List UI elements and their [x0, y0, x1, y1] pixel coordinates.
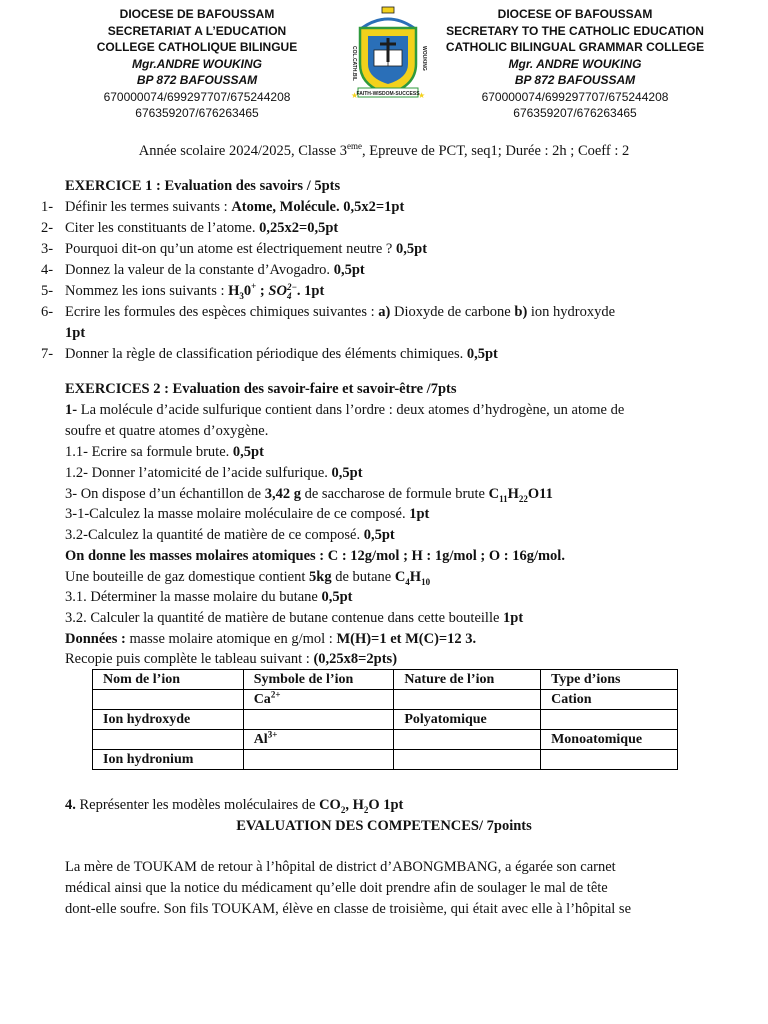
ex2-p1-line1: 1- La molécule d’acide sulfurique contient dans l’ordre : deux atomes d’hydrogène, un atome de	[65, 402, 625, 418]
table-cell	[541, 710, 678, 730]
crest-ribbon-motto: FAITH-WISDOM-SUCCESS	[356, 91, 420, 97]
sucrose-formula: $C_{11}H_{22}O11$	[488, 486, 553, 504]
ex1-q2: 2- Citer les constituants de l’atome. 0,25x2=0,5pt	[41, 220, 339, 236]
po-box-en: BP 872 BAFOUSSAM	[514, 73, 636, 87]
table-header-row	[93, 670, 678, 690]
ex2-q31b: 3.1. Déterminer la masse molaire du butane 0,5pt	[65, 589, 353, 605]
q4-molecular-models: 4. Représenter les modèles moléculaires de $CO_2$, $H_2O$ 1pt	[65, 797, 404, 815]
story-line-2: médical ainsi que la notice du médicament qu’elle doit prendre afin de soulager le mal de tête	[65, 880, 608, 896]
table-cell: Ion hydronium	[93, 750, 244, 770]
crest-arc-left: COL.CATH.BIL	[351, 46, 357, 81]
ex1-q6: 6- Ecrire les formules des espèces chimiques suivantes : a) Dioxyde de carbone b) ion hydroxyde	[41, 304, 616, 320]
table-row	[93, 750, 678, 770]
table-cell: Monoatomique	[541, 730, 678, 750]
college-en: CATHOLIC BILINGUAL GRAMMAR COLLEGE	[445, 40, 705, 54]
table-cell	[93, 730, 244, 750]
ex2-title: EXERCICES 2 : Evaluation des savoir-faire et savoir-être /7pts	[65, 381, 457, 397]
ex2-bottle: Une bouteille de gaz domestique contient 5kg de butane $C_4H_{10}$	[65, 569, 431, 587]
ex1-title: EXERCICE 1 : Evaluation des savoirs / 5pts	[65, 178, 341, 194]
molecule-formulas: $CO_2$, $H_2O$ 1pt	[319, 797, 404, 815]
ex1-q6-points: 1pt	[65, 325, 86, 341]
table-header: Nom de l’ion	[93, 670, 244, 690]
svg-text:★: ★	[351, 91, 359, 100]
ex2-donnees: Données : masse molaire atomique en g/mol : M(H)=1 et M(C)=12 3.	[65, 631, 477, 647]
crest-arc-right: WOUKING	[421, 46, 427, 71]
competences-title: EVALUATION DES COMPETENCES/ 7points	[236, 818, 532, 834]
ex2-q3: 3- On dispose d’un échantillon de 3,42 g de saccharose de formule brute $C_{11}H_{22}O11$	[65, 486, 553, 504]
ex1-q3: 3- Pourquoi dit-on qu’un atome est électriquement neutre ? 0,5pt	[41, 241, 428, 257]
table-cell: Ion hydroxyde	[93, 710, 244, 730]
ex2-q11: 1.1- Ecrire sa formule brute. 0,5pt	[65, 444, 264, 460]
table-cell	[93, 690, 244, 710]
ex2-q12: 1.2- Donner l’atomicité de l’acide sulfurique. 0,5pt	[65, 465, 363, 481]
table-cell	[394, 730, 541, 750]
ex2-q32b: 3.2. Calculer la quantité de matière de butane contenue dans cette bouteille 1pt	[65, 610, 524, 626]
table-cell: Cation	[541, 690, 678, 710]
table-cell: $Ca^{2+}$	[243, 690, 394, 710]
phones-1-fr: 670000074/699297707/675244208	[103, 89, 291, 104]
po-box-fr: BP 872 BAFOUSSAM	[136, 73, 258, 87]
table-cell: $Al^{3+}$	[243, 730, 394, 750]
table-cell	[394, 690, 541, 710]
table-row	[93, 730, 678, 750]
ex1-q1: 1- Définir les termes suivants : Atome, Molécule. 0,5x2=1pt	[41, 199, 405, 215]
diocese-fr: DIOCESE DE BAFOUSSAM	[119, 7, 275, 21]
table-header: Nature de l’ion	[394, 670, 541, 690]
ex1-q5: 5- Nommez les ions suivants : $H_30^+$ ; SO 2− 4 . 1pt	[41, 281, 325, 301]
hydronium-formula: $H_30^+$ ; SO 2− 4 . 1pt	[228, 281, 325, 301]
table-cell: Polyatomique	[394, 710, 541, 730]
phones-1-en: 670000074/699297707/675244208	[481, 89, 669, 104]
diocese-en: DIOCESE OF BAFOUSSAM	[497, 7, 653, 21]
story-line-1: La mère de TOUKAM de retour à l’hôpital de district d’ABONGMBANG, a égarée son carnet	[65, 859, 616, 875]
svg-text:★: ★	[418, 91, 426, 100]
phones-2-en: 676359207/676263465	[513, 106, 637, 120]
exam-info: Année scolaire 2024/2025, Classe 3eme, Epreuve de PCT, seq1; Durée : 2h ; Coeff : 2	[138, 141, 630, 159]
sulfate-formula: SO 2− 4	[268, 281, 297, 301]
ex1-q7: 7- Donner la règle de classification périodique des éléments chimiques. 0,5pt	[41, 346, 498, 362]
secretary-en: SECRETARY TO THE CATHOLIC EDUCATION	[446, 23, 704, 38]
table-cell	[541, 750, 678, 770]
table-cell	[243, 710, 394, 730]
secretariat-fr: SECRETARIAT A L’EDUCATION	[107, 23, 287, 38]
table-cell	[394, 750, 541, 770]
ex2-recopie: Recopie puis complète le tableau suivant : (0,25x8=2pts)	[65, 651, 398, 667]
ex2-q31: 3-1-Calculez la masse molaire moléculaire de ce composé. 1pt	[65, 506, 430, 522]
ex2-masses: On donne les masses molaires atomiques : C : 12g/mol ; H : 1g/mol ; O : 16g/mol.	[65, 548, 565, 564]
school-crest-logo	[346, 6, 430, 100]
bishop-fr: Mgr.ANDRE WOUKING	[132, 56, 262, 71]
bishop-en: Mgr. ANDRE WOUKING	[508, 56, 642, 71]
header-right	[440, 6, 710, 122]
ex2-q32: 3.2-Calculez la quantité de matière de ce composé. 0,5pt	[65, 527, 395, 543]
table-cell	[243, 750, 394, 770]
phones-2-fr: 676359207/676263465	[135, 106, 259, 120]
ex2-p1-line2: soufre et quatre atomes d’oxygène.	[65, 423, 269, 439]
college-fr: COLLEGE CATHOLIQUE BILINGUE	[96, 40, 298, 54]
table-header: Type d’ions	[541, 670, 678, 690]
ex1-q4: 4- Donnez la valeur de la constante d’Avogadro. 0,5pt	[41, 262, 365, 278]
table-header: Symbole de l’ion	[243, 670, 394, 690]
butane-formula: $C_4H_{10}$	[394, 569, 431, 587]
table-row	[93, 710, 678, 730]
story-line-3: dont-elle soufre. Son fils TOUKAM, élève en classe de troisième, qui était avec elle à l’hôpital se	[65, 901, 632, 917]
table-row	[93, 690, 678, 710]
ion-table	[92, 669, 678, 770]
header-left	[62, 6, 332, 122]
